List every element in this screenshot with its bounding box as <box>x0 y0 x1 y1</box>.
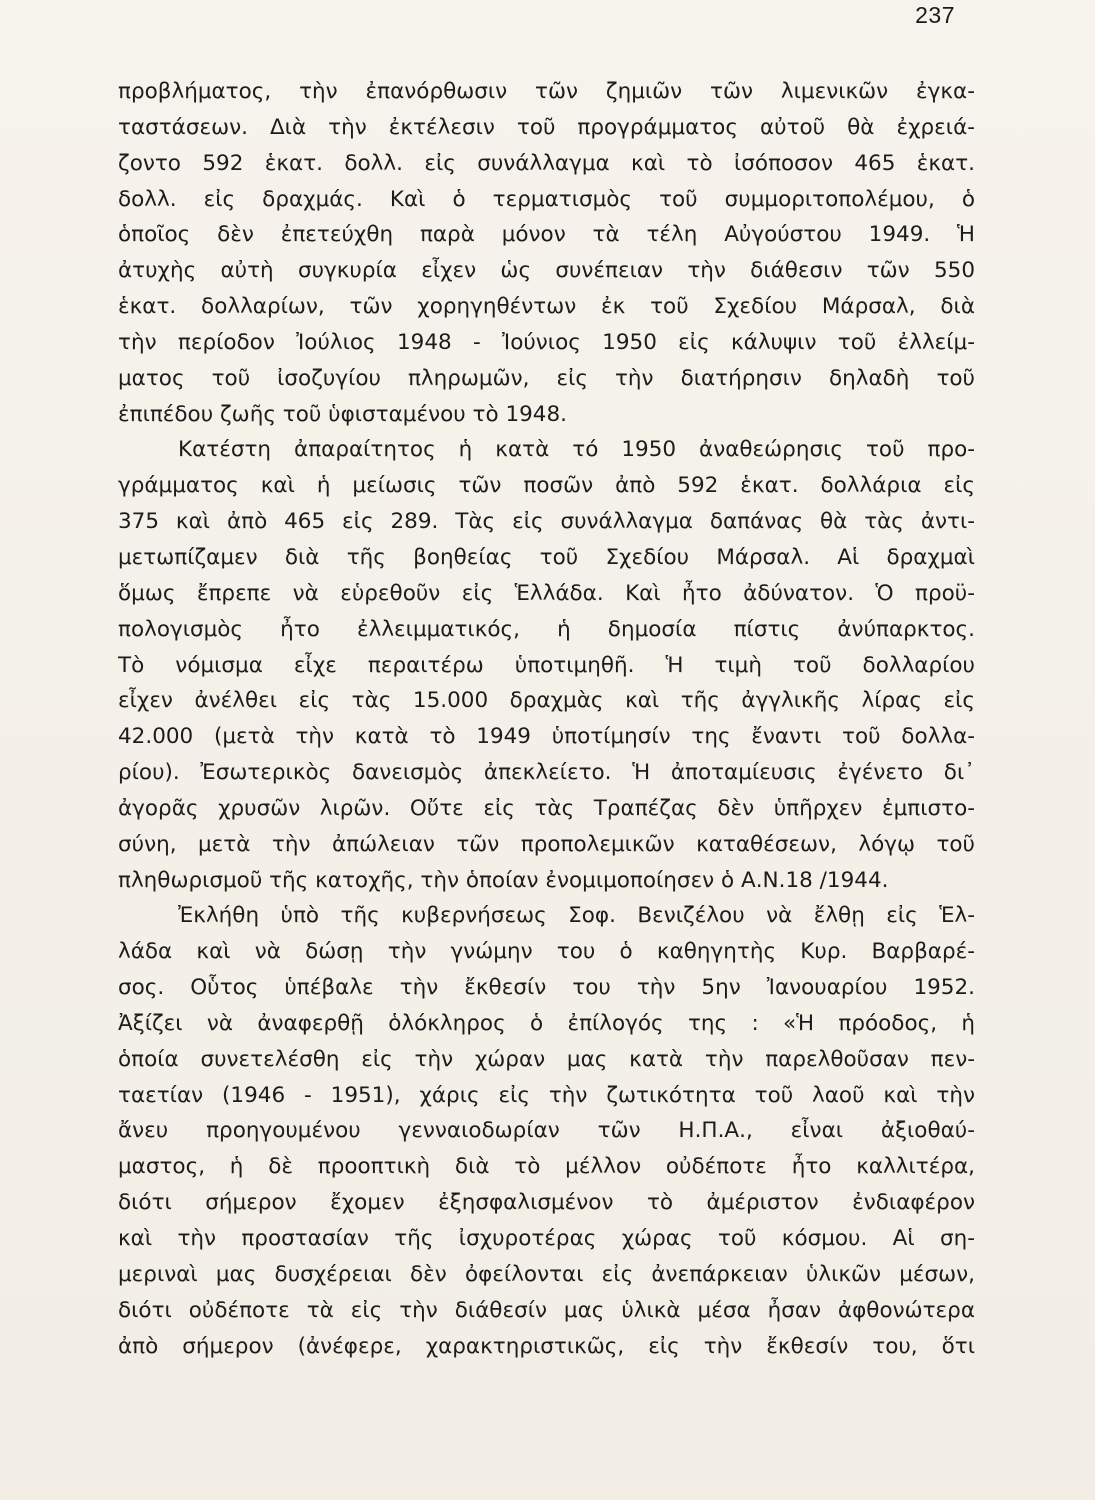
text-line: ματος τοῦ ἰσοζυγίου πληρωμῶν, εἰς τὴν διατήρησιν δηλαδὴ τοῦ <box>118 365 975 391</box>
text-line: διότι οὐδέποτε τὰ εἰς τὴν διάθεσίν μας ὑλικὰ μέσα ἦσαν ἀφθονώτερα <box>118 1297 975 1323</box>
text-line: μαστος, ἡ δὲ προοπτικὴ διὰ τὸ μέλλον οὐδέποτε ἦτο καλλιτέρα, <box>118 1154 975 1180</box>
text-line: 42.000 (μετὰ τὴν κατὰ τὸ 1949 ὑποτίμησίν της ἔναντι τοῦ δολλα- <box>118 724 975 750</box>
text-line: Ἀξίζει νὰ ἀναφερθῇ ὁλόκληρος ὁ ἐπίλογός της : «Ἡ πρόοδος, ἡ <box>118 1010 975 1036</box>
text-line: μετωπίζαμεν διὰ τῆς βοηθείας τοῦ Σχεδίου Μάρσαλ. Αἱ δραχμαὶ <box>118 544 975 570</box>
text-line: ὁποία συνετελέσθη εἰς τὴν χώραν μας κατὰ τὴν παρελθοῦσαν πεν- <box>118 1046 975 1072</box>
text-line: Τὸ νόμισμα εἶχε περαιτέρω ὑποτιμηθῆ. Ἡ τιμὴ τοῦ δολλαρίου <box>118 652 975 678</box>
text-line: σύνη, μετὰ τὴν ἀπώλειαν τῶν προπολεμικῶν καταθέσεων, λόγῳ τοῦ <box>118 831 975 857</box>
text-line: ὁποῖος δὲν ἐπετεύχθη παρὰ μόνον τὰ τέλη Αὐγούστου 1949. Ἡ <box>118 222 975 248</box>
text-line: ἀπὸ σήμερον (ἀνέφερε, χαρακτηριστικῶς, εἰς τὴν ἔκθεσίν του, ὅτι <box>118 1333 975 1359</box>
text-line: ἀγορᾶς χρυσῶν λιρῶν. Οὔτε εἰς τὰς Τραπέζας δὲν ὑπῆρχεν ἐμπιστο- <box>118 795 975 821</box>
text-line: δολλ. εἰς δραχμάς. Καὶ ὁ τερματισμὸς τοῦ συμμοριτοπολέμου, ὁ <box>118 186 975 212</box>
page-number: 237 <box>915 2 955 28</box>
text-line: ὅμως ἔπρεπε νὰ εὑρεθοῦν εἰς Ἑλλάδα. Καὶ ἦτο ἀδύνατον. Ὁ προϋ- <box>118 580 975 606</box>
text-line: ἐπιπέδου ζωῆς τοῦ ὑφισταμένου τὸ 1948. <box>118 401 568 427</box>
text-line: ταετίαν (1946 - 1951), χάρις εἰς τὴν ζωτικότητα τοῦ λαοῦ καὶ τὴν <box>118 1082 975 1108</box>
text-line: ταστάσεων. Διὰ τὴν ἐκτέλεσιν τοῦ προγράμματος αὐτοῦ θὰ ἐχρειά- <box>118 114 975 140</box>
text-line: τὴν περίοδον Ἰούλιος 1948 - Ἰούνιος 1950 εἰς κάλυψιν τοῦ ἐλλείμ- <box>118 329 975 355</box>
text-line: προβλήματος, τὴν ἐπανόρθωσιν τῶν ζημιῶν τῶν λιμενικῶν ἐγκα- <box>118 79 975 104</box>
text-line: σος. Οὗτος ὑπέβαλε τὴν ἔκθεσίν του τὴν 5ην Ἰανουαρίου 1952. <box>118 975 975 1001</box>
text-line: πολογισμὸς ἦτο ἐλλειμματικός, ἡ δημοσία πίστις ἀνύπαρκτος. <box>118 616 975 642</box>
text-line: γράμματος καὶ ἡ μείωσις τῶν ποσῶν ἀπὸ 592 ἑκατ. δολλάρια εἰς <box>118 473 975 499</box>
text-line: καὶ τὴν προστασίαν τῆς ἰσχυροτέρας χώρας τοῦ κόσμου. Αἱ ση- <box>118 1226 975 1251</box>
text-line: 375 καὶ ἀπὸ 465 εἰς 289. Τὰς εἰς συνάλλαγμα δαπάνας θὰ τὰς ἀντι- <box>118 509 975 535</box>
paragraph-start-line: Ἐκλήθη ὑπὸ τῆς κυβερνήσεως Σοφ. Βενιζέλου νὰ ἔλθῃ εἰς Ἑλ- <box>178 903 975 929</box>
text-line: ζοντο 592 ἑκατ. δολλ. εἰς συνάλλαγμα καὶ τὸ ἰσόποσον 465 ἑκατ. <box>118 150 975 176</box>
body-text <box>118 74 975 1364</box>
text-line: ἑκατ. δολλαρίων, τῶν χορηγηθέντων ἐκ τοῦ Σχεδίου Μάρσαλ, διὰ <box>118 294 975 320</box>
text-line: πληθωρισμοῦ τῆς κατοχῆς, τὴν ὁποίαν ἐνομιμοποίησεν ὁ Α.Ν.18 /1944. <box>118 867 889 893</box>
text-line: ἀτυχὴς αὐτὴ συγκυρία εἶχεν ὡς συνέπειαν τὴν διάθεσιν τῶν 550 <box>118 258 975 284</box>
text-line: ἄνευ προηγουμένου γενναιοδωρίαν τῶν Η.Π.Α., εἶναι ἀξιοθαύ- <box>118 1118 975 1144</box>
text-line: λάδα καὶ νὰ δώσῃ τὴν γνώμην του ὁ καθηγητὴς Κυρ. Βαρβαρέ- <box>118 939 975 965</box>
text-line: διότι σήμερον ἔχομεν ἐξησφαλισμένον τὸ ἀμέριστον ἐνδιαφέρον <box>118 1190 975 1216</box>
paragraph-start-line: Κατέστη ἀπαραίτητος ἡ κατὰ τό 1950 ἀναθεώρησις τοῦ προ- <box>178 437 975 463</box>
text-line: μεριναὶ μας δυσχέρειαι δὲν ὀφείλονται εἰς ἀνεπάρκειαν ὑλικῶν μέσων, <box>118 1261 975 1287</box>
text-line: ρίου). Ἐσωτερικὸς δανεισμὸς ἀπεκλείετο. Ἡ ἀποταμίευσις ἐγένετο δι᾿ <box>118 760 975 786</box>
text-line: εἶχεν ἀνέλθει εἰς τὰς 15.000 δραχμὰς καὶ τῆς ἀγγλικῆς λίρας εἰς <box>118 688 975 714</box>
